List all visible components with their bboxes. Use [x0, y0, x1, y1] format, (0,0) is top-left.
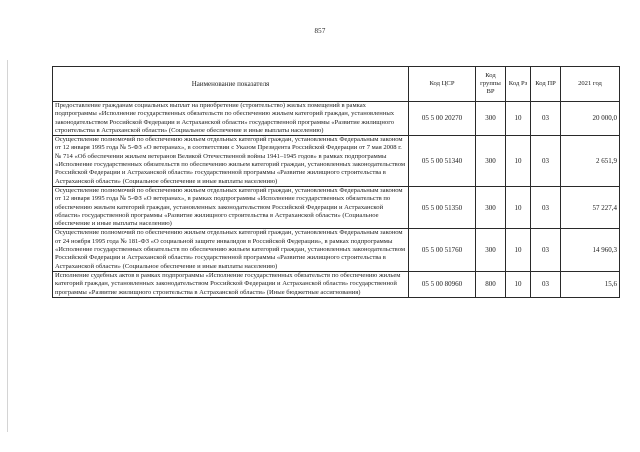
- scan-edge-line: [7, 60, 8, 432]
- row-rz: 10: [506, 186, 531, 228]
- row-csr: 05 5 00 51350: [409, 186, 476, 228]
- table-row: [53, 102, 620, 136]
- row-amount: 14 960,3: [561, 229, 620, 271]
- row-vr: 800: [476, 271, 506, 297]
- row-pr: 03: [531, 229, 561, 271]
- header-csr: Код ЦСР: [409, 67, 476, 102]
- row-amount: 2 651,9: [561, 136, 620, 187]
- row-rz: 10: [506, 271, 531, 297]
- row-name: Предоставление гражданам социальных выплат на приобретение (строительство) жилых помещений в рамках подпрограммы «Исполнение государственных обязательств по обеспечению жильем категорий граждан, установленных законодательством Российской Федерации и Астраханской области» государственной программы «Развитие жилищного строительства в Астраханской области» (Социальное обеспечение и иные выплаты населению): [53, 102, 409, 136]
- row-csr: 05 5 00 51340: [409, 136, 476, 187]
- row-vr: 300: [476, 186, 506, 228]
- row-name: Осуществление полномочий по обеспечению жильем отдельных категорий граждан, установленных Федеральным законом от 12 января 1995 года № 5-ФЗ «О ветеранах», в рамках подпрограммы «Исполнение государственных обязательств по обеспечению жильем категорий граждан, установленных законодательством Российской Федерации и Астраханской области» государственной программы «Развитие жилищного строительства в Астраханской области» (Социальное обеспечение и иные выплаты населению): [53, 186, 409, 228]
- header-pr: Код ПР: [531, 67, 561, 102]
- row-pr: 03: [531, 186, 561, 228]
- row-csr: 05 5 00 51760: [409, 229, 476, 271]
- table-row: [53, 271, 620, 297]
- row-pr: 03: [531, 136, 561, 187]
- row-csr: 05 5 00 20270: [409, 102, 476, 136]
- row-rz: 10: [506, 136, 531, 187]
- table-row: [53, 186, 620, 228]
- table-row: [53, 136, 620, 187]
- row-rz: 10: [506, 229, 531, 271]
- row-csr: 05 5 00 80960: [409, 271, 476, 297]
- row-name: Осуществление полномочий по обеспечению жильем отдельных категорий граждан, установленных Федеральным законом от 12 января 1995 года № 5-ФЗ «О ветеранах», в соответствии с Указом Президента Российской Федерации от 7 мая 2008 г. № 714 «Об обеспечении жильем ветеранов Великой Отечественной войны 1941–1945 годов» в рамках подпрограммы «Исполнение государственных обязательств по обеспечению жильем категорий граждан, установленных законодательством Российской Федерации и Астраханской области» государственной программы «Развитие жилищного строительства в Астраханской области» (Социальное обеспечение и иные выплаты населению): [53, 136, 409, 187]
- header-name: Наименование показателя: [53, 67, 409, 102]
- row-amount: 57 227,4: [561, 186, 620, 228]
- row-rz: 10: [506, 102, 531, 136]
- row-pr: 03: [531, 102, 561, 136]
- row-pr: 03: [531, 271, 561, 297]
- header-vr: Код группы ВР: [476, 67, 506, 102]
- row-vr: 300: [476, 136, 506, 187]
- budget-table: [52, 66, 620, 298]
- table-header-row: [53, 67, 620, 102]
- row-vr: 300: [476, 229, 506, 271]
- header-year: 2021 год: [561, 67, 620, 102]
- row-name: Осуществление полномочий по обеспечению жильем отдельных категорий граждан, установленных Федеральным законом от 24 ноября 1995 года № 181-ФЗ «О социальной защите инвалидов в Российской Федерации», в рамках подпрограммы «Исполнение государственных обязательств по обеспечению жильем категорий граждан, установленных законодательством Российской Федерации и Астраханской области» государственной программы «Развитие жилищного строительства в Астраханской области» (Социальное обеспечение и иные выплаты населению): [53, 229, 409, 271]
- row-amount: 20 000,0: [561, 102, 620, 136]
- row-name: Исполнение судебных актов в рамках подпрограммы «Исполнение государственных обязательств по обеспечению жильем категорий граждан, установленных законодательством Российской Федерации и Астраханской области» государственной программы «Развитие жилищного строительства в Астраханской области» (Иные бюджетные ассигнования): [53, 271, 409, 297]
- header-rz: Код Рз: [506, 67, 531, 102]
- row-vr: 300: [476, 102, 506, 136]
- table-row: [53, 229, 620, 271]
- row-amount: 15,6: [561, 271, 620, 297]
- page-number: 857: [314, 27, 326, 35]
